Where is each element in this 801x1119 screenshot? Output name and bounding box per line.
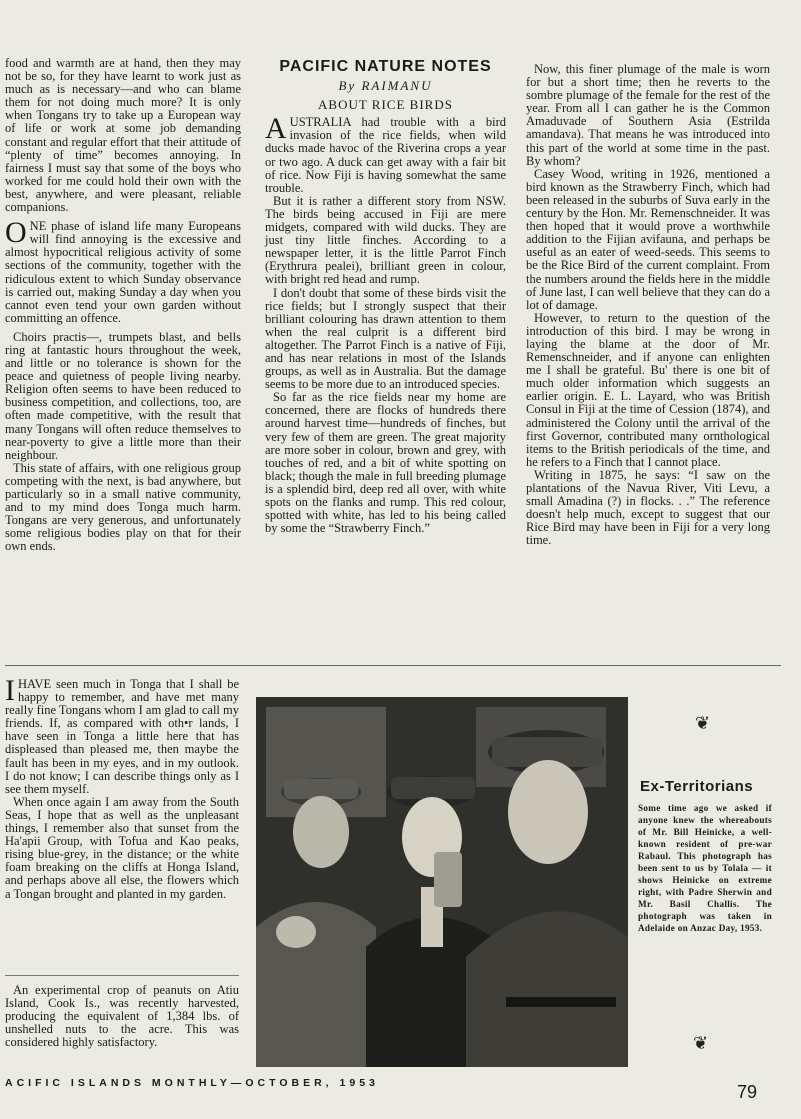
- caption-text: Some time ago we asked if anyone knew the whereabouts of Mr. Bill Heinicke, a well-known resident of pre-war Rabaul. This photograph has been sent to us by Tolala — it shows Heinicke on extreme right, with Padre Sherwin and Mr. Basil Challis. The photograph was taken in Adelaide on Anzac Day, 1953.: [638, 803, 772, 933]
- footer-masthead: ACIFIC ISLANDS MONTHLY—OCTOBER, 1953: [5, 1077, 379, 1089]
- paragraph: Now, this finer plumage of the male is worn for but a short time; then he reverts to the sombre plumage of the female for the rest of the year. From all I can gather he is the Common Amaduvade of Southern Asia (Estrilda amandava). That means he was introduced into this part of the world at some time in the past. By whom?: [526, 62, 770, 168]
- right-column: [526, 63, 770, 547]
- article-heading: PACIFIC NATURE NOTES: [279, 58, 492, 75]
- paragraph: But it is rather a different story from NSW. The birds being accused in Fiji are mere midgets, compared with wild ducks. They are just tiny little finches. According to a newspaper letter, it is the little Parrot Finch (Erythrura pealei), brilliant green in colour, with bright red head and rump.: [265, 193, 506, 287]
- paragraph: I don't doubt that some of these birds visit the rice fields; but I strongly suspect that their brilliant colouring has drawn attention to them when the real culprit is a different bird altogether. The Parrot Finch is a native of Fiji, and has near relations in most of the Islands groups, as well as in Australia. But the damage seems to be more due to an introduced species.: [265, 285, 506, 392]
- news-note: [5, 984, 239, 1049]
- byline: By RAIMANU: [338, 78, 433, 94]
- dropcap: I: [5, 674, 15, 707]
- paragraph: Casey Wood, writing in 1926, mentioned a bird known as the Strawberry Finch, which had been released in the suburbs of Suva early in the century by the Hon. Mr. Remenschneider. It was then hoped that it would prove a worthwhile addition to the Fijian avifauna, and perhaps be useful as an eater of weed-seeds. This seems to be the Rice Bird of the current complaint. From the numbers around the fields here in the middle of June last, I can well believe that they can do a lot of damage.: [526, 166, 770, 312]
- photograph: [256, 697, 628, 1067]
- paragraph: However, to return to the question of the introduction of this bird. I may be wrong in laying the blame at the door of Mr. Remenschneider, and if anyone can enlighten me I shall be grateful. Bu' there is one bit of much older information which suggests an earlier origin. E. L. Layard, who was British Consul in Fiji at the time of Cession (1874), and administered the Colony until the arrival of the first Governor, contributed many ornthological items to the British periodicals of the time, and he refers to a Finch that I cannot place.: [526, 310, 770, 469]
- section-divider: [5, 665, 781, 666]
- photo-illustration: [256, 697, 628, 1067]
- left-column-top: [5, 57, 241, 553]
- middle-column: [265, 60, 506, 535]
- paragraph: food and warmth are at hand, then they may not be so, for they have learnt to work just as much as is necessary—and who can blame them for not doing much more? It is only when Tongans try to take up a European way of life or work at some job demanding constant and regular effort that their attitude of “plenty of time” becomes annoying. In fairness I must say that some of the boys who worked for me could hold their own with the best, anywhere, and were pleasant, reliable companions.: [5, 56, 241, 215]
- caption-title: Ex-Territorians: [640, 778, 754, 795]
- paragraph-dropcap: IHAVE seen much in Tonga that I shall be happy to remember, and have met many really fine Tongans whom I am glad to call my friends. If, as compared with oth•r lands, I have seen in Tonga a little here that has displeased than pleased me, then maybe the fault has been in my eyes, and in my outlook. I do not know; I can describe things only as I see them myself.: [5, 674, 239, 796]
- paragraph: So far as the rice fields near my home are concerned, there are flocks of hundreds there around harvest time—hundreds of finches, but very few of them are green. The great majority are more sober in colour, brown and grey, with touches of red, and a bit of white spotting on black; though the male in full breeding plumage is a splendid bird, deep red all over, with white spots on the flanks and rump. This red colour, spotted with white, has led to his being called by some the “Strawberry Finch.”: [265, 390, 506, 536]
- left-column-bottom: [5, 674, 239, 901]
- note-divider: [5, 975, 239, 976]
- paragraph: This state of affairs, with one religious group competing with the next, is bad anywhere, but particularly so in a small native community, and to my mind does Tonga much harm. Tongans are very generous, and unfortunately some religious bodies play on that for their own ends.: [5, 460, 241, 554]
- paragraph: An experimental crop of peanuts on Atiu Island, Cook Is., was recently harvested, producing the equivalent of 1,384 lbs. of unshelled nuts to the acre. This was considered highly satisfactory.: [5, 983, 239, 1050]
- paragraph-dropcap: ONE phase of island life many Europeans will find annoying is the excessive and almost hypocritical religious activity of some sections of the community, together with the ridiculous extent to which Sunday observance is carried out, making Sunday a day when you cannot even tend your own garden without committing an offence.: [5, 216, 241, 325]
- ornament-top: ❦: [695, 713, 711, 733]
- paragraph-dropcap: AUSTRALIA had trouble with a bird invasion of the rice fields, when wild ducks made havoc of the Riverina crops a year or two ago. A duck can get away with a fair bit of rice. Now Fiji is having somewhat the same trouble.: [265, 112, 506, 195]
- ornament-bottom: ❦: [693, 1033, 709, 1053]
- page-number: 79: [737, 1082, 758, 1102]
- dropcap: A: [265, 112, 287, 146]
- paragraph: Writing in 1875, he says: “I saw on the plantations of the Navua River, Viti Levu, a small Amadina (?) in flocks. . .” The reference doesn't help much, except to suggest that our Rice Bird may have been in Fiji for a very long time.: [526, 467, 770, 548]
- dropcap: O: [5, 216, 27, 250]
- paragraph: Choirs practis—, trumpets blast, and bells ring at fantastic hours throughout the week, and little or no tolerance is shown for the peace and quietness of people living nearby. Religion often seems to have been reduced to business competition, and collections, too, are often made competitive, with the result that many Tongans will often reduce themselves to near-poverty to give a little more than their neighbour.: [5, 329, 241, 462]
- article-subhead: ABOUT RICE BIRDS: [318, 97, 453, 113]
- paragraph: When once again I am away from the South Seas, I hope that as well as the unpleasant things, I remember also that sunset from the Ha'apii Group, with Tofua and Kao peaks, rising blue-grey, in the distance; or the white foam breaking on the cliffs at Honga Island, and perhaps above all else, the flowers which a Tongan brought and planted in my garden.: [5, 794, 239, 901]
